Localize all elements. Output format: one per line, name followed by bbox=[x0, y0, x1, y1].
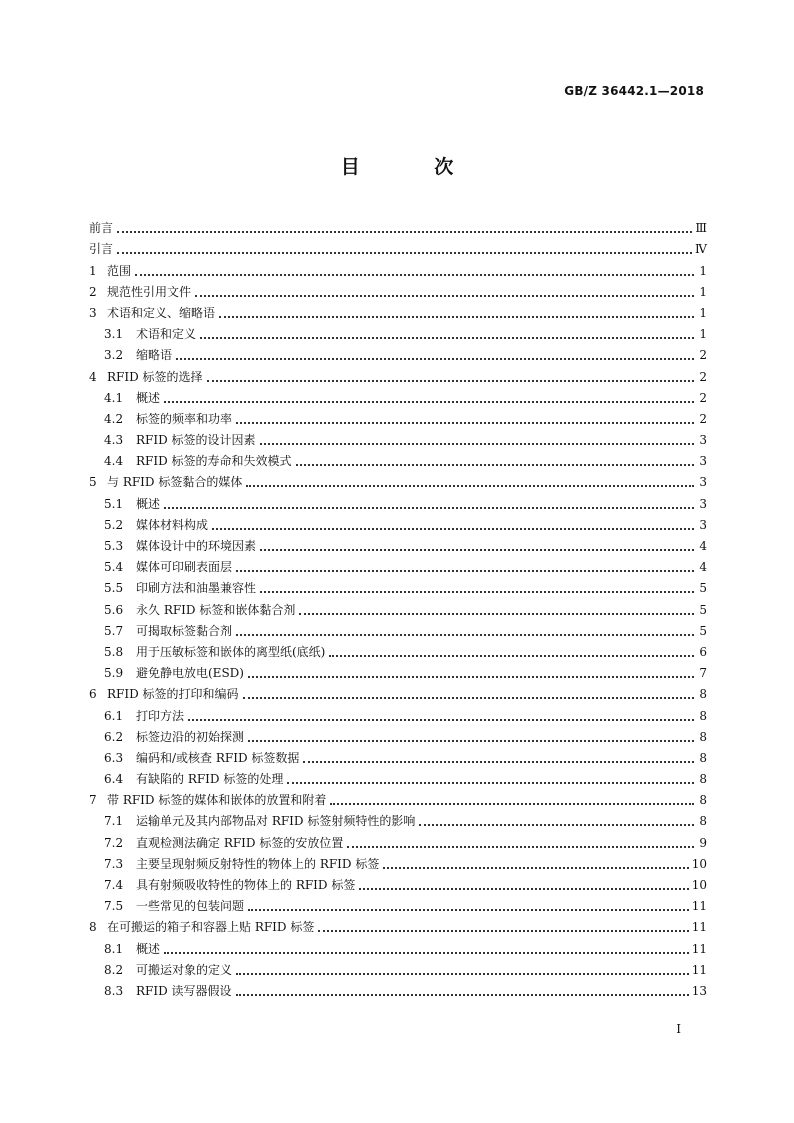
toc-entry-number: 1 bbox=[89, 263, 97, 278]
toc-entry-page: 8 bbox=[699, 814, 707, 829]
toc-dot-leader bbox=[347, 845, 694, 848]
toc-entry-number: 8.1 bbox=[104, 941, 124, 956]
toc-dot-leader bbox=[330, 802, 694, 805]
toc-entry-title: 用于压敏标签和嵌体的离型纸(底纸) bbox=[136, 644, 326, 659]
toc-entry[interactable] bbox=[89, 829, 707, 850]
toc-entry-title: 媒体材料构成 bbox=[136, 517, 209, 532]
toc-entry[interactable] bbox=[89, 427, 707, 448]
toc-entry-page: 10 bbox=[691, 878, 707, 892]
toc-entry-page: 2 bbox=[699, 390, 707, 405]
toc-entry-title: 带 RFID 标签的媒体和嵌体的放置和附着 bbox=[107, 793, 327, 808]
toc-entry-number: 6.2 bbox=[104, 729, 124, 744]
toc-entry[interactable] bbox=[89, 512, 707, 533]
toc-entry-number: 5 bbox=[89, 475, 97, 490]
toc-entry-page: 10 bbox=[691, 856, 707, 871]
toc-entry-title: 概述 bbox=[136, 390, 161, 405]
toc-dot-leader bbox=[243, 696, 694, 699]
toc-entry-page: Ⅲ bbox=[695, 221, 707, 236]
toc-entry-title: 永久 RFID 标签和嵌体黏合剂 bbox=[136, 602, 296, 617]
toc-entry-page: 3 bbox=[699, 496, 707, 511]
toc-entry[interactable] bbox=[89, 406, 707, 427]
toc-entry-page: 11 bbox=[691, 920, 707, 935]
toc-dot-leader bbox=[212, 527, 694, 530]
toc-entry-page: 4 bbox=[699, 539, 707, 553]
toc-entry-number: 4.3 bbox=[104, 433, 124, 448]
toc-entry-number: 7 bbox=[89, 793, 97, 808]
toc-dot-leader bbox=[303, 760, 694, 763]
toc-dot-leader bbox=[188, 718, 694, 721]
toc-entry-page: 6 bbox=[699, 644, 707, 659]
toc-entry[interactable] bbox=[89, 851, 707, 872]
toc-entry-page: 7 bbox=[699, 666, 707, 681]
toc-entry-number: 5.9 bbox=[104, 666, 124, 681]
toc-entry[interactable] bbox=[89, 787, 707, 808]
toc-dot-leader bbox=[236, 569, 694, 572]
toc-entry-number: 5.1 bbox=[104, 496, 124, 511]
toc-entry[interactable] bbox=[89, 660, 707, 681]
toc-entry-number: 6.1 bbox=[104, 708, 124, 723]
toc-entry[interactable] bbox=[89, 745, 707, 766]
toc-entry[interactable] bbox=[89, 639, 707, 660]
toc-entry-title: 运输单元及其内部物品对 RFID 标签射频特性的影响 bbox=[136, 814, 416, 829]
toc-entry-page: Ⅳ bbox=[695, 242, 707, 257]
toc-entry[interactable] bbox=[89, 257, 707, 278]
toc-entry-number: 8 bbox=[89, 920, 97, 935]
toc-entry[interactable] bbox=[89, 957, 707, 978]
toc-dot-leader bbox=[219, 315, 694, 318]
toc-entry-number: 8.3 bbox=[104, 983, 124, 998]
toc-entry-title: 规范性引用文件 bbox=[107, 284, 192, 299]
toc-entry-title: 媒体可印刷表面层 bbox=[136, 560, 233, 575]
toc-dot-leader bbox=[260, 442, 694, 445]
toc-entry-number: 4 bbox=[89, 369, 97, 384]
toc-entry[interactable] bbox=[89, 554, 707, 575]
toc-entry-title: 编码和/或核查 RFID 标签数据 bbox=[136, 750, 300, 765]
toc-entry-page: 8 bbox=[699, 729, 707, 744]
toc-entry-title: 可搬运对象的定义 bbox=[136, 962, 233, 977]
toc-entry[interactable] bbox=[89, 618, 707, 639]
toc-entry-page: 11 bbox=[691, 899, 707, 914]
toc-entry-number: 4.2 bbox=[104, 411, 124, 426]
toc-entry[interactable] bbox=[89, 448, 707, 469]
toc-entry-title: RFID 读写器假设 bbox=[136, 983, 232, 998]
toc-entry-title: 概述 bbox=[136, 941, 161, 956]
page-title: 目 次 bbox=[340, 156, 488, 178]
toc-entry-page: 13 bbox=[691, 983, 707, 998]
toc-entry[interactable] bbox=[89, 236, 707, 257]
toc-entry-title: RFID 标签的设计因素 bbox=[136, 433, 256, 448]
toc-entry-title: RFID 标签的选择 bbox=[107, 369, 203, 384]
toc-dot-leader bbox=[248, 675, 694, 678]
toc-entry-page: 4 bbox=[699, 560, 707, 575]
toc-entry-title: 引言 bbox=[89, 242, 114, 257]
toc-dot-leader bbox=[359, 887, 688, 890]
toc-entry-title: 印刷方法和油墨兼容性 bbox=[136, 581, 257, 596]
toc-entry[interactable] bbox=[89, 681, 707, 702]
toc-dot-leader bbox=[176, 357, 694, 360]
toc-dot-leader bbox=[246, 484, 694, 487]
standard-code: GB/Z 36442.1—2018 bbox=[564, 84, 704, 98]
toc-entry[interactable] bbox=[89, 575, 707, 596]
toc-entry-title: 可揭取标签黏合剂 bbox=[136, 623, 233, 638]
toc-entry-number: 5.2 bbox=[104, 517, 124, 532]
toc-entry-page: 1 bbox=[699, 284, 707, 299]
toc-dot-leader bbox=[419, 823, 694, 826]
toc-entry[interactable] bbox=[89, 596, 707, 617]
toc-entry[interactable] bbox=[89, 702, 707, 723]
toc-entry-number: 6.4 bbox=[104, 772, 124, 787]
toc-entry[interactable] bbox=[89, 215, 707, 236]
toc-entry[interactable] bbox=[89, 766, 707, 787]
toc-entry-title: 前言 bbox=[89, 221, 114, 236]
toc-entry-number: 3.1 bbox=[104, 327, 124, 342]
toc-entry-page: 11 bbox=[691, 962, 707, 977]
toc-entry-number: 6 bbox=[89, 687, 97, 702]
toc-dot-leader bbox=[236, 993, 689, 996]
toc-dot-leader bbox=[117, 230, 692, 233]
toc-entry[interactable] bbox=[89, 279, 707, 300]
toc-entry[interactable] bbox=[89, 978, 707, 999]
toc-entry-number: 5.8 bbox=[104, 644, 124, 659]
toc-entry-page: 5 bbox=[699, 623, 707, 638]
toc-entry-page: 8 bbox=[699, 687, 707, 702]
toc-entry-number: 5.3 bbox=[104, 539, 124, 553]
toc-dot-leader bbox=[236, 633, 694, 636]
toc-entry[interactable] bbox=[89, 490, 707, 511]
toc-entry-page: 5 bbox=[699, 581, 707, 596]
toc-entry-number: 7.3 bbox=[104, 856, 124, 871]
toc-entry-page: 3 bbox=[699, 454, 707, 469]
toc-entry-page: 1 bbox=[699, 305, 707, 320]
toc-entry-title: 直观检测法确定 RFID 标签的安放位置 bbox=[136, 835, 344, 850]
toc-entry[interactable] bbox=[89, 914, 707, 935]
table-of-contents bbox=[89, 215, 707, 999]
toc-entry-page: 9 bbox=[699, 835, 707, 850]
toc-dot-leader bbox=[383, 866, 688, 869]
toc-entry-page: 3 bbox=[699, 517, 707, 532]
toc-dot-leader bbox=[260, 590, 694, 593]
toc-entry[interactable] bbox=[89, 385, 707, 406]
toc-dot-leader bbox=[329, 654, 694, 657]
toc-entry-number: 7.2 bbox=[104, 835, 124, 850]
toc-entry-number: 7.5 bbox=[104, 899, 124, 914]
toc-entry-title: RFID 标签的打印和编码 bbox=[107, 687, 239, 702]
toc-dot-leader bbox=[195, 294, 694, 297]
toc-entry-page: 1 bbox=[699, 263, 707, 278]
toc-entry[interactable] bbox=[89, 533, 707, 554]
toc-entry-number: 7.4 bbox=[104, 878, 124, 892]
toc-entry-page: 2 bbox=[699, 411, 707, 426]
toc-entry-number: 6.3 bbox=[104, 750, 124, 765]
toc-entry-page: 8 bbox=[699, 750, 707, 765]
toc-entry-title: 概述 bbox=[136, 496, 161, 511]
toc-entry-page: 11 bbox=[691, 941, 707, 956]
toc-entry[interactable] bbox=[89, 321, 707, 342]
toc-entry-title: 避免静电放电(ESD) bbox=[136, 666, 244, 681]
toc-entry-number: 3.2 bbox=[104, 348, 124, 363]
toc-entry[interactable] bbox=[89, 363, 707, 384]
toc-dot-leader bbox=[135, 273, 694, 276]
toc-entry-title: 一些常见的包装问题 bbox=[136, 899, 245, 914]
toc-dot-leader bbox=[164, 951, 689, 954]
toc-entry-number: 5.4 bbox=[104, 560, 124, 575]
toc-entry[interactable] bbox=[89, 808, 707, 829]
toc-dot-leader bbox=[236, 972, 689, 975]
toc-entry-number: 5.6 bbox=[104, 602, 124, 617]
toc-entry-title: 主要呈现射频反射特性的物体上的 RFID 标签 bbox=[136, 856, 380, 871]
toc-dot-leader bbox=[299, 612, 694, 615]
toc-entry[interactable] bbox=[89, 300, 707, 321]
toc-entry-title: 范围 bbox=[107, 263, 132, 278]
toc-dot-leader bbox=[318, 929, 688, 932]
toc-entry-page: 5 bbox=[699, 602, 707, 617]
toc-dot-leader bbox=[260, 548, 694, 551]
toc-entry-page: 1 bbox=[699, 327, 707, 342]
page-number: Ⅰ bbox=[676, 1022, 681, 1036]
toc-entry[interactable] bbox=[89, 724, 707, 745]
toc-entry-title: 与 RFID 标签黏合的媒体 bbox=[107, 475, 243, 490]
toc-entry-number: 5.7 bbox=[104, 623, 124, 638]
toc-entry-number: 7.1 bbox=[104, 814, 124, 829]
toc-entry-title: RFID 标签的寿命和失效模式 bbox=[136, 454, 292, 469]
toc-entry-title: 打印方法 bbox=[136, 708, 185, 723]
toc-entry-page: 2 bbox=[699, 348, 707, 363]
toc-entry-page: 8 bbox=[699, 793, 707, 808]
toc-entry-title: 术语和定义、缩略语 bbox=[107, 305, 216, 320]
toc-entry-number: 5.5 bbox=[104, 581, 124, 596]
toc-entry[interactable] bbox=[89, 935, 707, 956]
toc-entry-number: 8.2 bbox=[104, 962, 124, 977]
toc-entry-title: 标签边沿的初始探测 bbox=[136, 729, 245, 744]
toc-dot-leader bbox=[248, 739, 694, 742]
toc-entry-title: 具有射频吸收特性的物体上的 RFID 标签 bbox=[136, 878, 356, 892]
toc-entry-number: 3 bbox=[89, 305, 97, 320]
toc-entry-title: 有缺陷的 RFID 标签的处理 bbox=[136, 772, 284, 787]
toc-entry-page: 3 bbox=[699, 433, 707, 448]
toc-dot-leader bbox=[248, 908, 689, 911]
toc-entry[interactable] bbox=[89, 872, 707, 893]
toc-dot-leader bbox=[117, 251, 692, 254]
toc-dot-leader bbox=[207, 379, 694, 382]
toc-dot-leader bbox=[164, 506, 694, 509]
toc-entry-page: 3 bbox=[699, 475, 707, 490]
toc-entry[interactable] bbox=[89, 469, 707, 490]
toc-dot-leader bbox=[164, 400, 694, 403]
toc-entry-page: 8 bbox=[699, 708, 707, 723]
toc-entry-page: 8 bbox=[699, 772, 707, 787]
toc-entry-number: 4.4 bbox=[104, 454, 124, 469]
toc-entry-title: 媒体设计中的环境因素 bbox=[136, 539, 257, 553]
toc-entry-title: 缩略语 bbox=[136, 348, 173, 363]
toc-entry-page: 2 bbox=[699, 369, 707, 384]
toc-entry-number: 4.1 bbox=[104, 390, 124, 405]
toc-entry[interactable] bbox=[89, 342, 707, 363]
toc-entry-title: 术语和定义 bbox=[136, 327, 197, 342]
toc-dot-leader bbox=[236, 421, 694, 424]
toc-entry[interactable] bbox=[89, 893, 707, 914]
toc-dot-leader bbox=[296, 463, 694, 466]
toc-entry-number: 2 bbox=[89, 284, 97, 299]
toc-dot-leader bbox=[200, 336, 694, 339]
toc-dot-leader bbox=[287, 781, 694, 784]
toc-entry-title: 在可搬运的箱子和容器上贴 RFID 标签 bbox=[107, 920, 315, 935]
toc-entry-title: 标签的频率和功率 bbox=[136, 411, 233, 426]
